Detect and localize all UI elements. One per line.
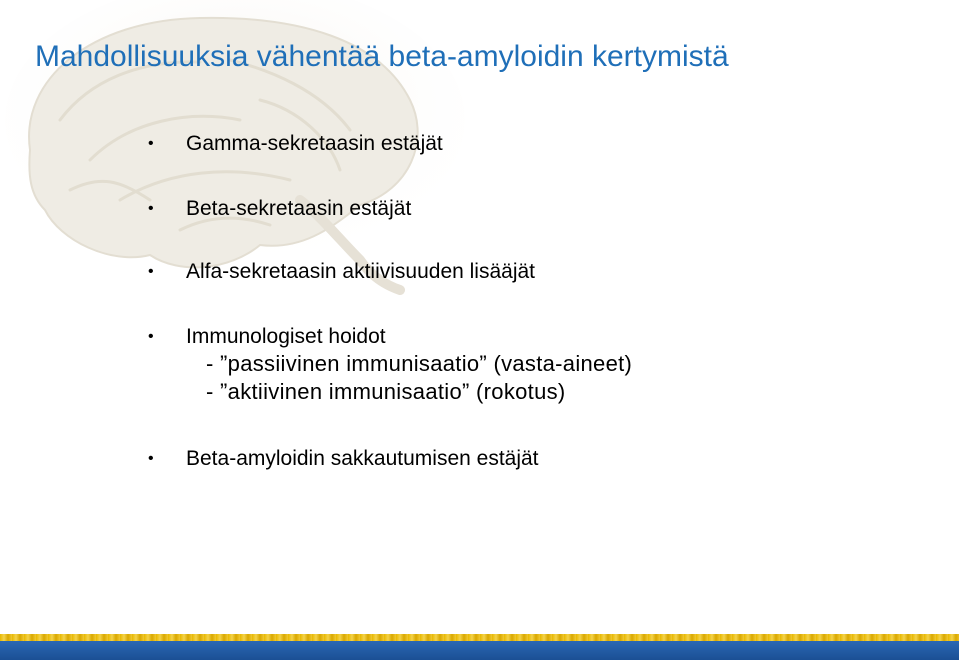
slide-title: Mahdollisuuksia vähentää beta-amyloidin kertymistä (35, 40, 729, 73)
bullet-text: Gamma-sekretaasin estäjät (186, 132, 443, 155)
bullet-marker: • (148, 200, 154, 217)
bullet-marker: • (148, 328, 154, 345)
sub-item: - ”passiivinen immunisaatio” (vasta-aineet) (206, 351, 633, 376)
bullet-item (148, 447, 539, 471)
bullet-marker: • (148, 135, 154, 152)
bullet-marker: • (148, 450, 154, 467)
footer-gold-strip (0, 634, 959, 641)
bullet-item (148, 197, 411, 221)
bullet-text: Beta-sekretaasin estäjät (186, 197, 412, 220)
bullet-text: Alfa-sekretaasin aktiivisuuden lisääjät (186, 260, 536, 283)
bullet-item (148, 260, 535, 284)
footer-blue-strip (0, 641, 959, 660)
bullet-text: Beta-amyloidin sakkautumisen estäjät (186, 447, 539, 470)
bullet-text: Immunologiset hoidot (186, 325, 386, 348)
footer-band (0, 634, 959, 660)
bullet-item (148, 325, 386, 349)
sub-item: - ”aktiivinen immunisaatio” (rokotus) (206, 379, 566, 404)
bullet-item (148, 132, 443, 156)
bullet-marker: • (148, 263, 154, 280)
